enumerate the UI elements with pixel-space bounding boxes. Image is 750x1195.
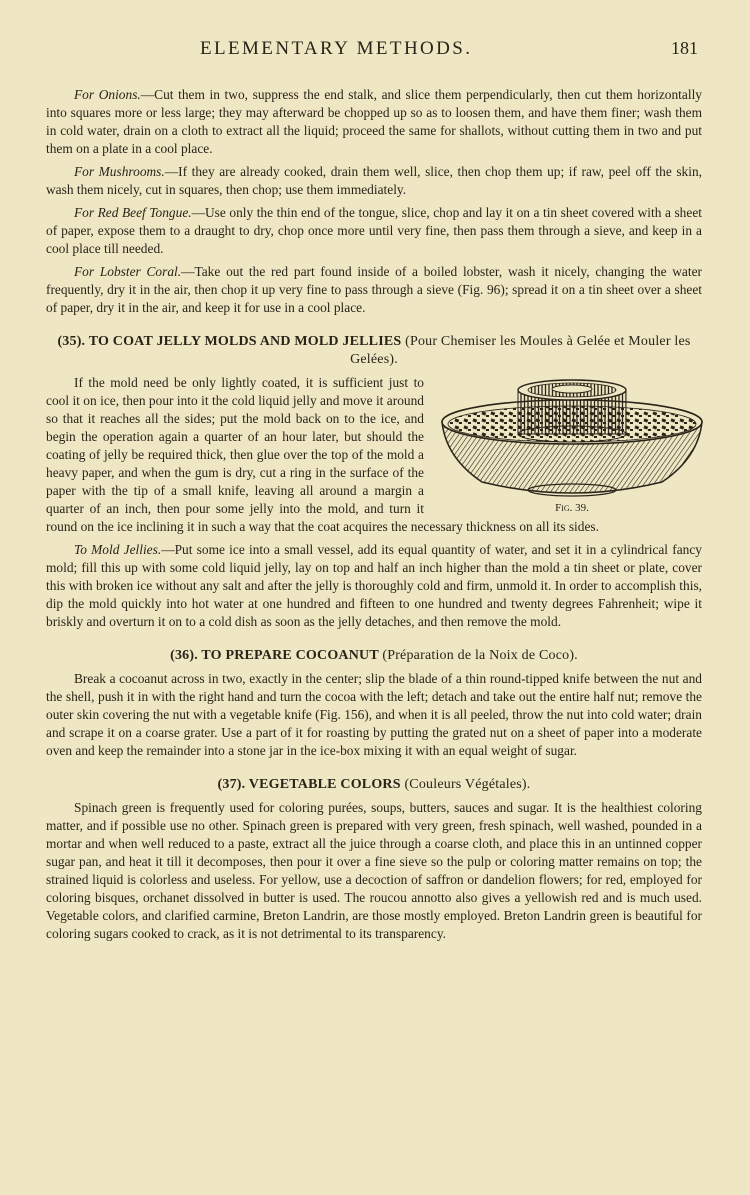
figure-caption: Fig. 39. — [555, 502, 589, 514]
paragraph-text: —Take out the red part found inside of a boiled lobster, wash it nicely, changing the water frequently, dry it in the air, then chop it up very fine to pass through a sieve (Fig. 96); spread it on a tin sheet over a sheet of paper, dry it in the air, and keep it for use in a cool place. — [46, 264, 702, 315]
paragraph-text: —Put some ice into a small vessel, add its equal quantity of water, and set it in a cylindrical fancy mold; fill this up with some cold liquid jelly, lay on top and half an inch higher than the mold a tin sheet or plate, cover this with broken ice without any salt and after the jelly is thoroughly cold and firm, unmold it. In order to accomplish this, dip the mold quickly into hot water at one hundred and fifteen to one hundred and twenty degrees Fahrenheit; wipe it briskly and overturn it on to a cold dish as soon as the jelly detaches, and then remove the mold. — [46, 542, 702, 629]
paragraph-mushrooms — [46, 163, 702, 199]
paragraph-mold-jellies — [46, 541, 702, 631]
running-header — [0, 38, 750, 62]
paragraph-lead: For Red Beef Tongue. — [74, 205, 192, 220]
page-number: 181 — [671, 38, 698, 58]
paragraph-lead: For Lobster Coral. — [74, 264, 182, 279]
paragraph-onions — [46, 86, 702, 158]
section-heading-36 — [46, 647, 702, 665]
section-heading-35 — [46, 333, 702, 369]
section-title: (36). TO PREPARE COCOANUT — [170, 648, 379, 663]
paragraph-cocoanut: Break a cocoanut across in two, exactly in the center; slip the blade of a thin round-tipped knife between the nut and the shell, push it in with the right hand and turn the cocoa with the left; detach and take out the entire half nut; remove the outer skin covering the nut with a vegetable knife (Fig. 156), and when it is all peeled, throw the nut into cold water; drain and scrape it on a coarse grater. Use a part of it for roasting by putting the grated nut on a sheet of paper into a moderate oven and keep the remainder into a stone jar in the ice-box mixing it with an equal weight of sugar. — [46, 671, 702, 758]
section-heading-37 — [46, 776, 702, 794]
paragraph-vegetable-colors: Spinach green is frequently used for coloring purées, soups, butters, sauces and sugar. It is the healthiest coloring matter, and if possible use no other. Spinach green is prepared with very green, fresh spinach, well washed, pounded in a mortar and when well reduced to a paste, extract all the juice through a coarse cloth, and place this in an untinned copper sugar pan, and heat it till it decomposes, then pour it over a fine sieve so the pulp or coloring matter remains on top; the strained liquid is colorless and useless. For yellow, use a decoction of saffron or dandelion flowers; for red, employed for coloring bisques, orchanet dissolved in butter is used. The roucou annotto also gives a yellowish red and is much used. Vegetable colors, and clarified carmine, Breton Landrin, are those mostly employed. Breton Landrin green is beautiful for coloring sugars cooked to crack, as it is not detrimental to its transparency. — [46, 800, 702, 941]
paragraph-coat-molds: If the mold need be only lightly coated, it is sufficient just to cool it on ice, then pour into it the cold liquid jelly and move it around so that it reaches all the sides; put the mold back on to the ice, and begin the operation again a quarter of an hour later, but should the coating of jelly be required thick, then glue over the top of the mold a heavy paper, and when the gum is dry, cut a ring in the surface of the paper with the tip of a small knife, leaving all around a margin a quarter of an inch, then pour some jelly into the mold, and turn it round on the ice inclining it in such a way that the coat acquires the necessary thickness on all its sides. — [46, 375, 599, 534]
page-content — [46, 86, 702, 948]
paragraph-beef-tongue — [46, 204, 702, 258]
running-title: ELEMENTARY METHODS. — [200, 38, 473, 59]
paragraph-text: —Use only the thin end of the tongue, slice, chop and lay it on a tin sheet covered with a sheet of paper, expose them to a draught to dry, chop once more until very fine, then pass them through a sieve, and keep in a cool place till needed. — [46, 205, 702, 256]
section-title: (35). TO COAT JELLY MOLDS AND MOLD JELLIES — [57, 334, 402, 349]
paragraph-lead: To Mold Jellies. — [74, 542, 162, 557]
paragraph-text: —If they are already cooked, drain them well, slice, then chop them up; if raw, peel off the skin, wash them nicely, cut in squares, then chop; use them immediately. — [46, 164, 702, 197]
section-title-french: (Couleurs Végétales). — [404, 777, 531, 792]
paragraph-lead: For Onions. — [74, 87, 141, 102]
section-title: (37). VEGETABLE COLORS — [217, 777, 401, 792]
section-title-french: (Préparation de la Noix de Coco). — [382, 648, 578, 663]
paragraph-text: —Cut them in two, suppress the end stalk, and slice them perpendicularly, then cut them horizontally into squares more or less large; they may afterward be chopped up so as to loosen them, and have them finer; wash them in cold water, drain on a cloth to extract all the liquid; proceed the same for shallots, without cutting them in two and put them on a plate in a cool place. — [46, 87, 702, 156]
figure-jelly-mold — [436, 376, 708, 514]
section-title-french: (Pour Chemiser les Moules à Gelée et Mouler les Gelées). — [350, 334, 691, 367]
jelly-mold-illustration — [436, 376, 708, 504]
paragraph-lobster-coral — [46, 263, 702, 317]
paragraph-lead: For Mushrooms. — [74, 164, 165, 179]
